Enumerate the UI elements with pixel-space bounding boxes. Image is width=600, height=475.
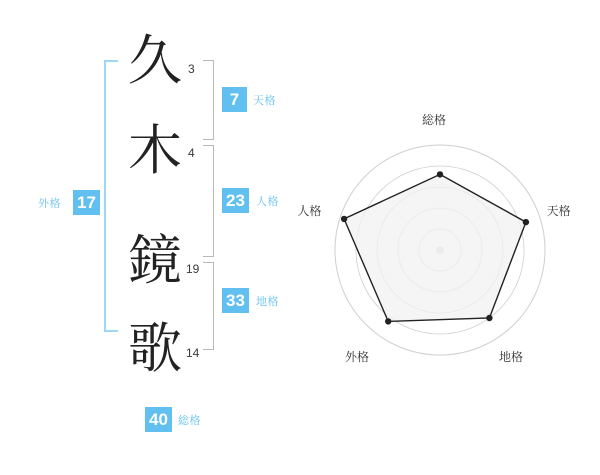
stroke-count-4: 14 xyxy=(186,346,200,360)
name-breakdown-panel xyxy=(0,0,300,470)
axis-label-chikaku: 地格 xyxy=(498,349,523,364)
axis-label-jinkaku: 人格 xyxy=(297,203,322,218)
axis-label-gaikaku: 外格 xyxy=(345,349,370,364)
chikaku-label: 地格 xyxy=(256,295,279,308)
radar-chart xyxy=(300,0,600,470)
soukaku-value: 40 xyxy=(145,407,172,432)
axis-label-soukaku: 総格 xyxy=(422,113,447,127)
tenkaku-value: 7 xyxy=(222,87,247,112)
name-character-4: 歌 xyxy=(128,317,182,380)
stroke-count-1: 3 xyxy=(188,62,195,76)
tenkaku-bracket xyxy=(203,60,214,140)
chikaku-bracket xyxy=(203,262,214,350)
stroke-count-2: 4 xyxy=(188,146,195,160)
jinkaku-bracket xyxy=(203,145,214,257)
name-character-2: 木 xyxy=(128,119,182,182)
chikaku-value: 33 xyxy=(222,288,249,313)
radar-chart-panel xyxy=(297,0,600,470)
gaikaku-bracket xyxy=(104,60,118,332)
jinkaku-value: 23 xyxy=(222,188,249,213)
jinkaku-label: 人格 xyxy=(256,195,279,208)
name-character-3: 鏡 xyxy=(128,229,182,292)
gaikaku-label: 外格 xyxy=(38,197,61,210)
axis-label-tenkaku: 天格 xyxy=(546,203,571,218)
gaikaku-value: 17 xyxy=(73,190,100,215)
soukaku-label: 総格 xyxy=(178,414,201,427)
stroke-count-3: 19 xyxy=(186,262,200,276)
name-character-1: 久 xyxy=(128,29,182,92)
tenkaku-label: 天格 xyxy=(253,94,276,107)
